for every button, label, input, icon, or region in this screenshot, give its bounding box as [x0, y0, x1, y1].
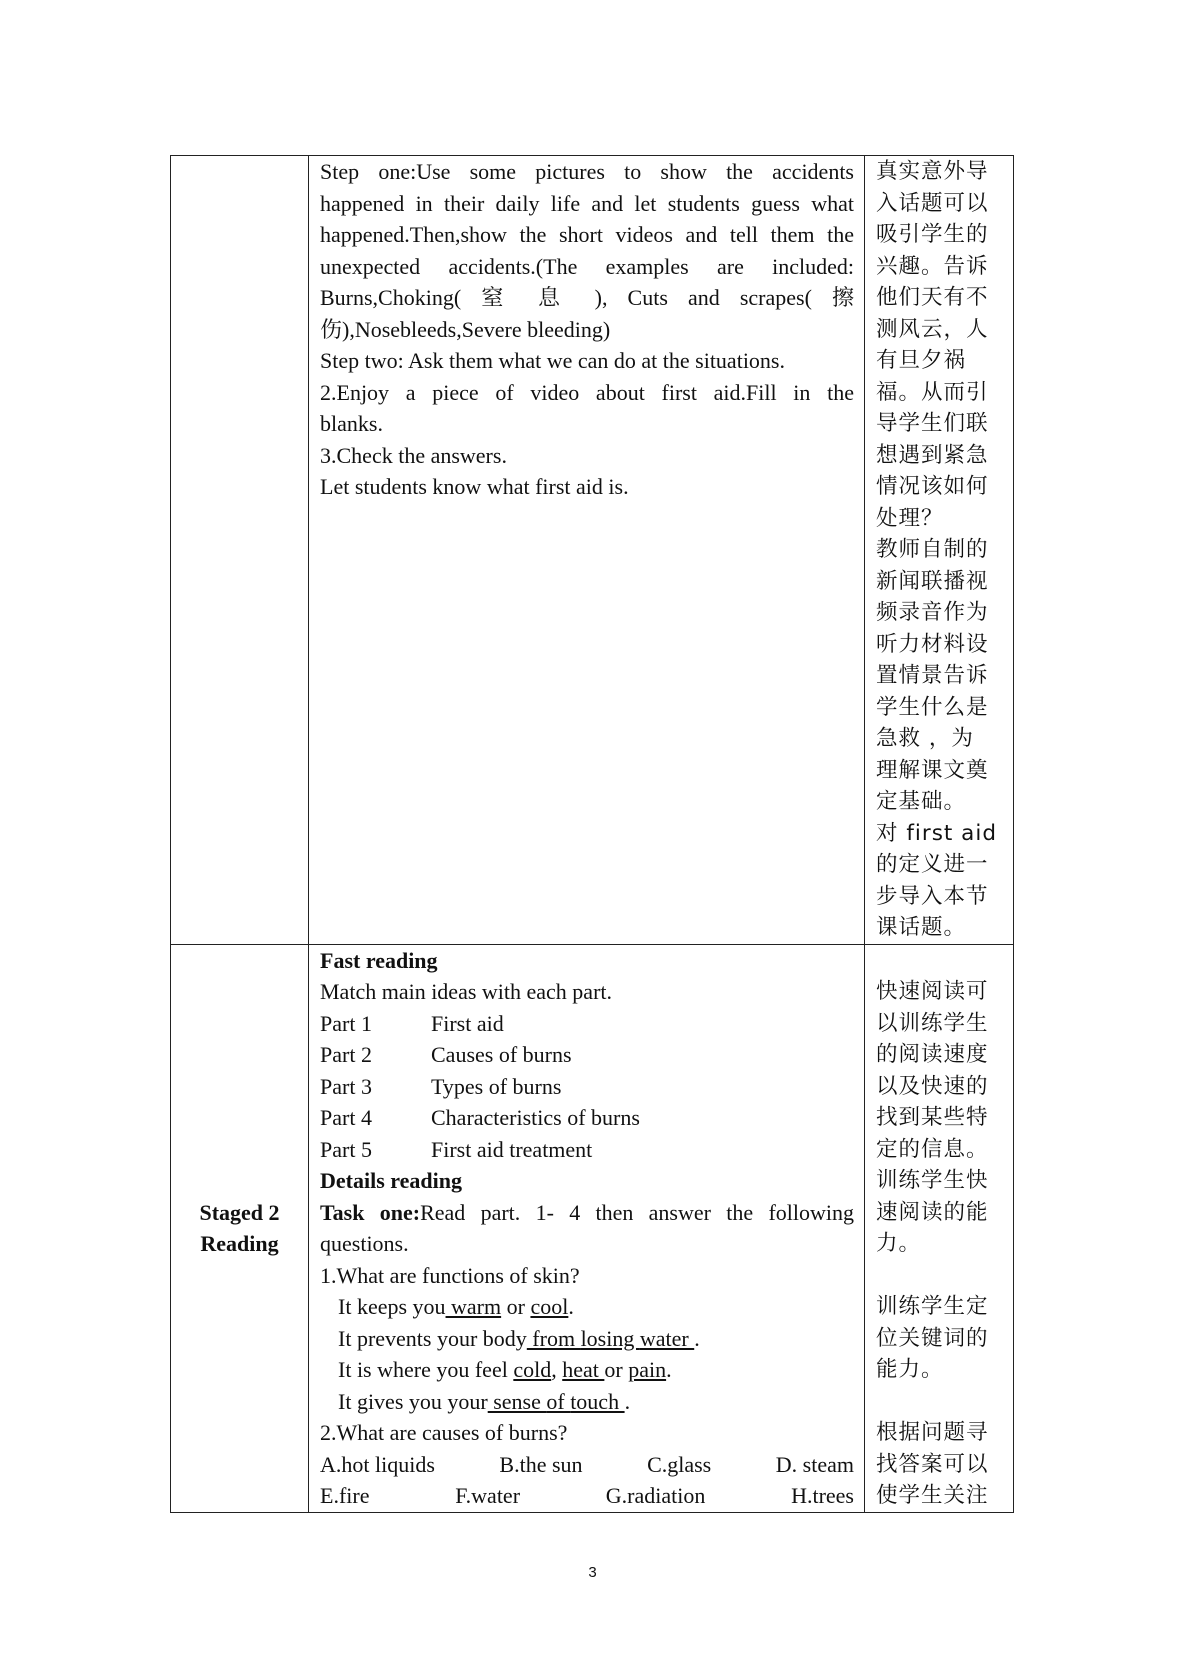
activity-line: Step two: Ask them what we can do at the situations. [320, 348, 785, 373]
purpose-note-line: 快速阅读可 [876, 979, 989, 1004]
option: E.fire [320, 1483, 370, 1508]
answer-blank: of [546, 1388, 571, 1414]
part-row [320, 1134, 854, 1166]
part-number: Part 4 [320, 1105, 372, 1130]
answer-blank: touch [570, 1388, 625, 1414]
lesson-plan-table [170, 155, 1014, 1513]
purpose-note-line: 找到某些特 [876, 1105, 989, 1130]
task-one-label: Task one: [320, 1199, 421, 1225]
activity-line: 伤),Nosebleeds,Severe bleeding) [320, 316, 611, 342]
part-idea: Characteristics of burns [431, 1105, 640, 1130]
purpose-cell [865, 944, 1014, 1512]
purpose-note-line: 急救 ，为 [876, 726, 974, 751]
part-row [320, 1071, 854, 1103]
fast-reading-intro: Match main ideas with each part. [320, 979, 613, 1004]
purpose-note-line: 置情景告诉 [876, 663, 989, 688]
purpose-note-line [876, 1260, 1005, 1292]
answer-sentence [320, 1291, 854, 1323]
details-reading-heading: Details reading [320, 1168, 462, 1193]
part-idea: First aid treatment [431, 1136, 593, 1162]
purpose-note-line: 定基础。 [876, 789, 967, 814]
activity-line: 2.Enjoy a piece of video about first aid.Fill in the [320, 379, 854, 405]
purpose-note-line: 训练学生定 [876, 1294, 989, 1319]
sentence-text: It keeps you [338, 1294, 446, 1319]
option: D. steam [775, 1451, 854, 1477]
activity-text [309, 945, 864, 1512]
activity-line: happened in their daily life and let students guess what [320, 190, 854, 216]
activity-line: happened.Then,show the short videos and tell them the [320, 222, 854, 247]
answer-sentence [320, 1323, 854, 1355]
purpose-note-line: 兴趣。告诉 [876, 253, 989, 279]
purpose-note-line: 理解课文奠 [876, 757, 989, 783]
purpose-note-line: 吸引学生的 [876, 222, 989, 247]
part-row [320, 1039, 854, 1071]
answer-blank: heat [562, 1357, 605, 1382]
option: G.radiation [605, 1483, 706, 1508]
table-row-step-one [171, 156, 1014, 945]
task-one-text: Read part. 1- 4 then answer the following [420, 1199, 854, 1225]
purpose-note-line: 听力材料设 [876, 631, 989, 657]
spacer [876, 945, 1005, 977]
activity-line: 3.Check the answers. [320, 442, 507, 468]
activity-cell [309, 156, 865, 945]
purpose-note-line: 的定义进一 [876, 852, 989, 877]
purpose-note-line: 位关键词的 [876, 1325, 989, 1351]
part-number: Part 2 [320, 1042, 372, 1067]
part-number: Part 1 [320, 1010, 372, 1036]
answer-sentence [320, 1386, 854, 1418]
options-row [320, 1480, 854, 1512]
purpose-note-line: 以及快速的 [876, 1073, 989, 1099]
sentence-text: or [501, 1294, 531, 1319]
option: F.water [455, 1483, 521, 1508]
part-number: Part 5 [320, 1136, 372, 1162]
stage-cell [171, 944, 309, 1512]
activity-line: Step one:Use some pictures to show the accidents [320, 159, 854, 184]
purpose-note-line: 速阅读的能 [876, 1199, 989, 1225]
stage-label: Staged 2 [199, 1199, 280, 1225]
purpose-note-line: 情况该如何 [876, 474, 989, 499]
option: A.hot liquids [320, 1451, 435, 1477]
answer-blank: losing [580, 1325, 640, 1351]
answer-blank: pain [628, 1357, 667, 1382]
purpose-note-line: 步导入本节 [876, 883, 989, 909]
purpose-note-line: 想遇到紧急 [876, 442, 989, 468]
activity-line: Let students know what first aid is. [320, 474, 629, 499]
purpose-note-line: 课话题。 [876, 915, 967, 940]
purpose-note-line: 福。从而引 [876, 379, 989, 405]
purpose-note-line: 训练学生快 [876, 1168, 989, 1193]
sentence-text: It is where you feel [338, 1357, 514, 1382]
purpose-note-line: 力。 [876, 1231, 922, 1256]
answer-blank: sense [487, 1388, 547, 1414]
option: C.glass [647, 1451, 712, 1477]
task-one-line [320, 1197, 854, 1229]
purpose-note-line: 有旦夕祸 [876, 348, 967, 373]
purpose-note-line: 能力。 [876, 1357, 944, 1382]
table-row-reading [171, 944, 1014, 1512]
sentence-text: It prevents your body [338, 1325, 527, 1351]
purpose-note-line [876, 1386, 1005, 1418]
sentence-text: . [568, 1294, 574, 1319]
part-row [320, 1102, 854, 1134]
purpose-note-line: 找答案可以 [876, 1451, 989, 1477]
purpose-note-line: 频录音作为 [876, 600, 989, 625]
purpose-notes [865, 945, 1013, 1512]
answer-blank: from [526, 1325, 581, 1351]
answer-blank: cold [513, 1357, 552, 1382]
answer-blank: water [639, 1325, 695, 1351]
purpose-note-line: 根据问题寻 [876, 1420, 989, 1445]
answer-blank: warm [445, 1294, 502, 1319]
purpose-note-line: 以训练学生 [876, 1010, 989, 1036]
purpose-note-line: 新闻联播视 [876, 568, 989, 594]
purpose-note-line: 定的信息。 [876, 1136, 989, 1162]
sentence-text: . [624, 1388, 631, 1414]
part-idea: Types of burns [431, 1073, 562, 1099]
purpose-note-line: 学生什么是 [876, 694, 989, 720]
purpose-note-line: 教师自制的 [876, 537, 989, 562]
answer-blank: cool [530, 1294, 569, 1319]
sentence-text: . [694, 1325, 700, 1351]
option: B.the sun [499, 1451, 583, 1477]
purpose-note-line: 导学生们联 [876, 411, 989, 436]
purpose-note-line: 对 first aid [876, 820, 997, 846]
purpose-note-line: 处理？ [876, 505, 944, 531]
options-row [320, 1449, 854, 1481]
purpose-notes [865, 156, 1013, 944]
question-1: 1.What are functions of skin? [320, 1262, 580, 1288]
sentence-text: or [604, 1357, 629, 1382]
part-number: Part 3 [320, 1073, 372, 1099]
purpose-note-line: 的阅读速度 [876, 1042, 989, 1067]
activity-line: Burns,Choking( 窒 息 ), Cuts and scrapes( 擦 [320, 285, 854, 310]
purpose-note-line: 使学生关注 [876, 1483, 989, 1508]
purpose-note-line: 他们天有不 [876, 285, 989, 310]
activity-line: blanks. [320, 411, 383, 436]
activity-line: unexpected accidents.(The examples are included: [320, 253, 854, 279]
answer-sentence [320, 1354, 854, 1386]
activity-cell [309, 944, 865, 1512]
sentence-text: . [666, 1357, 672, 1382]
sentence-text: , [551, 1357, 563, 1382]
part-row [320, 1008, 854, 1040]
option: H.trees [791, 1483, 854, 1508]
page-number: 3 [588, 1564, 597, 1581]
question-2: 2.What are causes of burns? [320, 1420, 568, 1445]
part-idea: First aid [431, 1010, 504, 1036]
sentence-text: It gives you your [338, 1388, 488, 1414]
purpose-note-line: 真实意外导 [876, 159, 989, 184]
stage-label: Reading [200, 1231, 279, 1256]
part-idea: Causes of burns [431, 1042, 572, 1067]
stage-cell [171, 156, 309, 945]
fast-reading-heading: Fast reading [320, 947, 438, 973]
purpose-cell [865, 156, 1014, 945]
purpose-note-line: 测风云，人 [876, 316, 989, 342]
purpose-note-line: 入话题可以 [876, 190, 989, 216]
activity-text [309, 156, 864, 503]
task-one-text-cont: questions. [320, 1231, 409, 1256]
